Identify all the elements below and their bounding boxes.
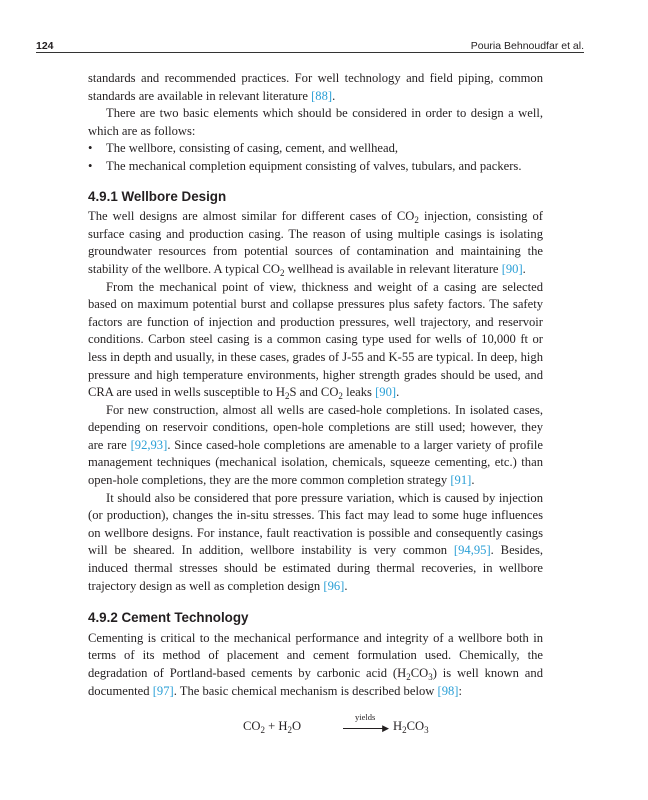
citation-link[interactable]: [98] bbox=[437, 683, 459, 698]
page-number: 124 bbox=[36, 40, 54, 52]
chemical-equation bbox=[88, 708, 543, 738]
bullet-list bbox=[88, 140, 543, 175]
paragraph: It should also be considered that pore pressure variation, which is caused by injection (or production), changes the in-situ stresses. This fact may lead to some huge influences on wellbore designs. For instance, fault reactivation is possible and consequently casings will be sheared. In addition, wellbore instability is very common [94,95]. Besides, induced thermal stresses should be estimated during thermal recoveries, in wellbore trajectory design as well as completion design [96]. bbox=[88, 490, 543, 593]
running-head: Pouria Behnoudfar et al. bbox=[470, 40, 584, 52]
paragraph: For new construction, almost all wells are cased-hole completions. In isolated cases, depending on reservoir conditions, open-hole completions are still used; however, they are rare [92,93]. Since cased-hole completions are amenable to a larger variety of profile management techniques (mechanical isolation, chemicals, squeeze cementing, etc.) than open-hole completions, they are the more common completion strategy [91]. bbox=[88, 402, 543, 488]
page-header bbox=[36, 38, 584, 53]
citation-link[interactable]: [94,95] bbox=[453, 543, 491, 558]
page-body bbox=[88, 70, 543, 738]
bullet-icon: • bbox=[88, 158, 93, 173]
bullet-icon: • bbox=[88, 141, 93, 156]
list-item: • The mechanical completion equipment consisting of valves, tubulars, and packers. bbox=[88, 158, 543, 176]
citation-link[interactable]: [90] bbox=[375, 385, 397, 400]
section-heading-cement-technology: 4.9.2 Cement Technology bbox=[88, 610, 249, 626]
paragraph: The well designs are almost similar for different cases of $CO_2$ injection, consisting of surface casing and production casing. The reason of using multiple casings is isolating groundwater resources from potential sources of contamination and maintaining the stability of the wellbore. A typical $CO_2$ wellhead is available in relevant literature [90]. bbox=[88, 209, 544, 278]
equation-reactants: $CO_2 + H_2O$ bbox=[243, 719, 302, 736]
equation-products: $H_2CO_3$ bbox=[393, 719, 429, 736]
intro-paragraph-1: standards and recommended practices. For well technology and field piping, common standards are available in relevant literature [88]. bbox=[88, 71, 543, 103]
intro-paragraph-2: There are two basic elements which should be considered in order to design a well, which are as follows: bbox=[88, 106, 543, 138]
arrow-label: yields bbox=[355, 712, 376, 723]
list-item: • The wellbore, consisting of casing, cement, and wellhead, bbox=[88, 140, 543, 158]
section-heading-wellbore-design: 4.9.1 Wellbore Design bbox=[88, 188, 227, 204]
citation-link[interactable]: [88] bbox=[311, 88, 333, 103]
citation-link[interactable]: [97] bbox=[152, 683, 174, 698]
citation-link[interactable]: [96] bbox=[323, 578, 345, 593]
yields-arrow-icon: yields ▶ bbox=[343, 712, 391, 736]
paragraph: Cementing is critical to the mechanical performance and integrity of a wellbore both in terms of its method of placement and cement formulation used. Chemically, the degradation of Portland-based cements by carbonic acid $(H_2CO_3)$ is well known and documented [97]. The basic chemical mechanism is described below [98]: bbox=[88, 630, 543, 698]
paragraph: From the mechanical point of view, thickness and weight of a casing are selected based on maximum potential burst and collapse pressures plus safety factors. The safety factors are function of injection and production pressures, well trajectory, and reservoir conditions. Carbon steel casing is a common casing type used for wells of 10,000 ft or less in depth and usually, in these cases, grades of J-55 and K-55 are typical. In deep, high pressure and high temperature environments, higher strength grades should be used, and CRA are used in wells susceptible to $H_2S$ and $CO_2$ leaks [90]. bbox=[88, 279, 543, 402]
citation-link[interactable]: [90] bbox=[501, 261, 523, 276]
citation-link[interactable]: [92,93] bbox=[130, 437, 168, 452]
citation-link[interactable]: [91] bbox=[450, 473, 472, 488]
